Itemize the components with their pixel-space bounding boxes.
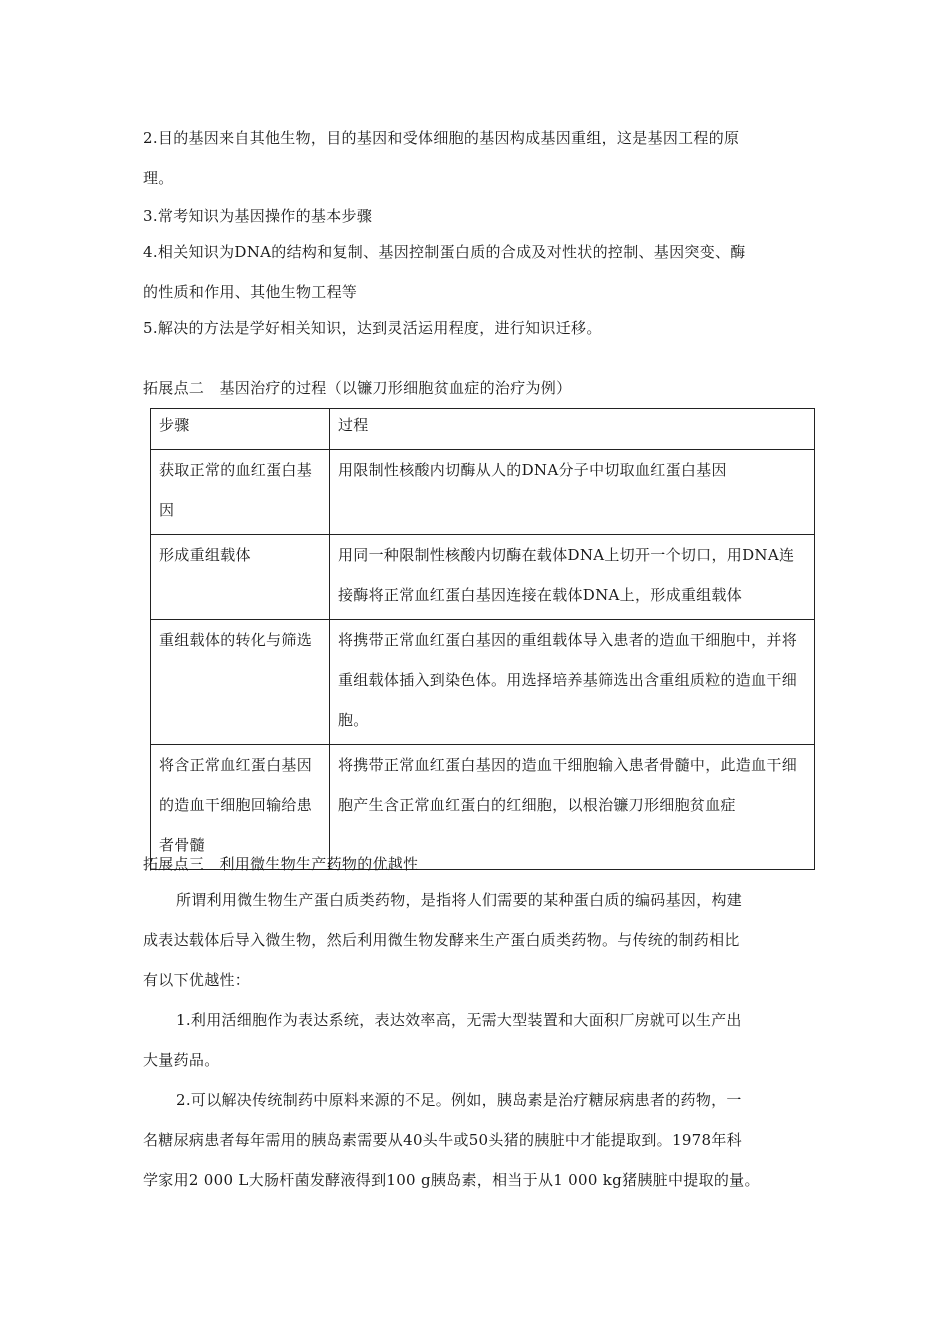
list-item-4-cont: 的性质和作用、其他生物工程等	[143, 283, 358, 301]
list-item-2-cont: 理。	[143, 169, 174, 187]
step-cell: 形成重组载体	[151, 535, 330, 620]
list-item-2: 2.目的基因来自其他生物，目的基因和受体细胞的基因构成基因重组，这是基因工程的原	[143, 129, 740, 147]
paragraph-line: 有以下优越性：	[143, 971, 251, 989]
list-item-4: 4.相关知识为DNA的结构和复制、基因控制蛋白质的合成及对性状的控制、基因突变、酶	[143, 243, 746, 261]
step-cell: 重组载体的转化与筛选	[151, 620, 330, 745]
paragraph-line: 成表达载体后导入微生物，然后利用微生物发酵来生产蛋白质类药物。与传统的制药相比	[143, 931, 740, 949]
step-cell: 将含正常血红蛋白基因的造血干细胞回输给患者骨髓	[151, 745, 330, 870]
paragraph-line: 1.利用活细胞作为表达系统，表达效率高，无需大型装置和大面积厂房就可以生产出	[176, 1011, 742, 1029]
paragraph-line: 名糖尿病患者每年需用的胰岛素需要从40头牛或50头猪的胰脏中才能提取到。1978年科	[143, 1131, 742, 1149]
section-title-3: 拓展点三 利用微生物生产药物的优越性	[143, 855, 419, 873]
process-cell: 用限制性核酸内切酶从人的DNA分子中切取血红蛋白基因	[330, 450, 815, 535]
paragraph-line: 2.可以解决传统制药中原料来源的不足。例如，胰岛素是治疗糖尿病患者的药物，一	[176, 1091, 742, 1109]
paragraph-line: 大量药品。	[143, 1051, 220, 1069]
table-row	[151, 745, 815, 870]
table-header-row	[151, 409, 815, 450]
process-cell: 将携带正常血红蛋白基因的重组载体导入患者的造血干细胞中，并将重组载体插入到染色体。用选择培养基筛选出含重组质粒的造血干细胞。	[330, 620, 815, 745]
step-cell: 获取正常的血红蛋白基因	[151, 450, 330, 535]
list-item-5: 5.解决的方法是学好相关知识，达到灵活运用程度，进行知识迁移。	[143, 319, 602, 337]
paragraph-line: 学家用2 000 L大肠杆菌发酵液得到100 g胰岛素，相当于从1 000 kg猪胰脏中提取的量。	[143, 1171, 760, 1189]
gene-therapy-table	[150, 408, 815, 870]
table-row	[151, 535, 815, 620]
table-row	[151, 620, 815, 745]
list-item-3: 3.常考知识为基因操作的基本步骤	[143, 207, 373, 225]
header-process: 过程	[330, 409, 815, 450]
section-title-2: 拓展点二 基因治疗的过程（以镰刀形细胞贫血症的治疗为例）	[143, 379, 572, 397]
process-cell: 将携带正常血红蛋白基因的造血干细胞输入患者骨髓中，此造血干细胞产生含正常血红蛋白的红细胞，以根治镰刀形细胞贫血症	[330, 745, 815, 870]
table-row	[151, 450, 815, 535]
process-cell: 用同一种限制性核酸内切酶在载体DNA上切开一个切口，用DNA连接酶将正常血红蛋白基因连接在载体DNA上，形成重组载体	[330, 535, 815, 620]
paragraph-line: 所谓利用微生物生产蛋白质类药物，是指将人们需要的某种蛋白质的编码基因，构建	[176, 891, 743, 909]
header-step: 步骤	[151, 409, 330, 450]
